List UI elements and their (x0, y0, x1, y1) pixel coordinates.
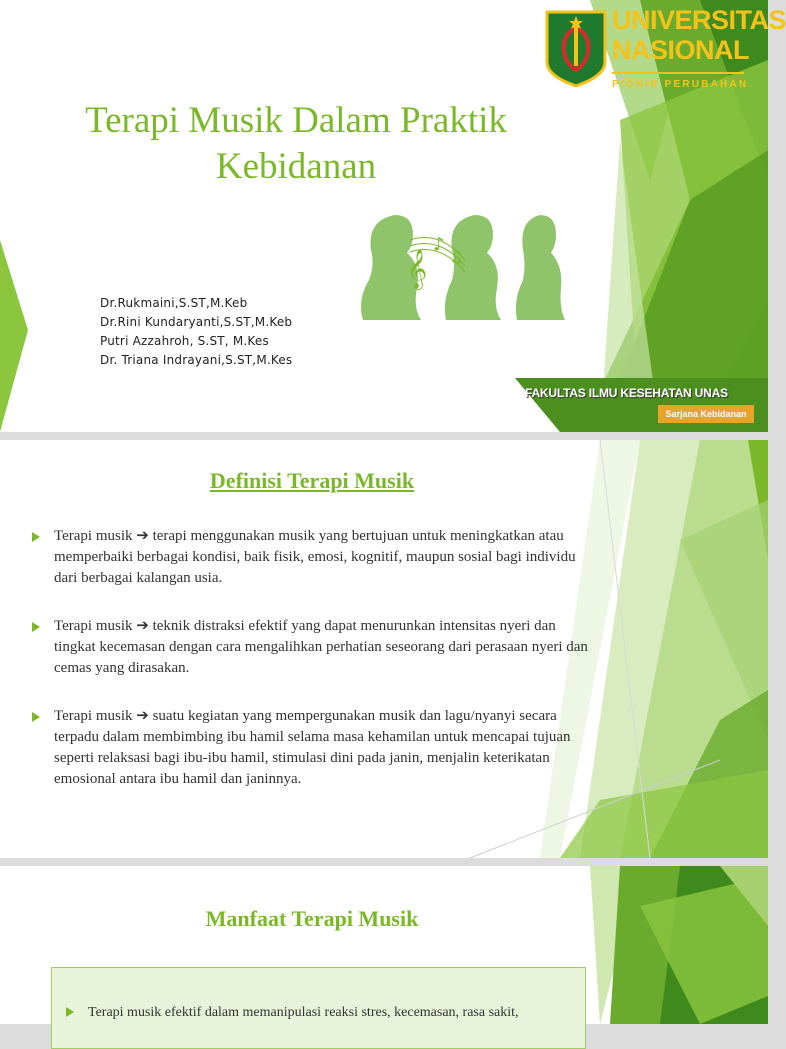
logo-divider (612, 72, 744, 74)
author-name: Dr.Rukmaini,S.ST,M.Keb (100, 296, 248, 310)
university-name-line2: NASIONAL (612, 35, 749, 65)
author-name: Dr. Triana Indrayani,S.ST,M.Kes (100, 353, 293, 367)
definition-slide (0, 440, 768, 858)
list-item (32, 706, 592, 790)
university-shield-logo (545, 10, 607, 88)
faculty-label: FAKULTAS ILMU KESEHATAN UNAS (525, 386, 728, 400)
svg-text:𝄞: 𝄞 (407, 249, 428, 289)
bullet-text: Terapi musik efektif dalam memanipulasi reaksi stres, kecemasan, rasa sakit, (88, 1005, 519, 1020)
bullet-text: Terapi musik ➔ teknik distraksi efektif yang dapat menurunkan intensitas nyeri dan tingkat kecemasan dengan cara mengalihkan perhatian seseorang dari perasaan nyeri dan cemas yang dirasakan. (54, 618, 588, 676)
list-item (66, 1002, 519, 1023)
author-name: Dr.Rini Kundaryanti,S.ST,M.Keb (100, 315, 293, 329)
benefit-slide (0, 866, 768, 1024)
university-tagline: PIONIR PERUBAHAN (612, 79, 749, 90)
bullet-text: Terapi musik ➔ suatu kegiatan yang mempergunakan musik dan lagu/nyanyi secara terpadu dalam membimbing ibu hamil selama masa kehamilan untuk mencapai tujuan seperti relaksasi bagi ibu-ibu hamil, stimulasi dini pada janin, menjalin keterikatan emosional antara ibu hamil dan janinnya. (54, 708, 571, 787)
author-name: Putri Azzahroh, S.ST, M.Kes (100, 334, 269, 348)
bullet-arrow-icon (32, 532, 40, 542)
pregnant-silhouettes-image (355, 210, 570, 320)
program-badge: Sarjana Kebidanan (658, 405, 754, 423)
list-item (32, 526, 592, 589)
bullet-arrow-icon (66, 1007, 74, 1017)
university-name-line1: UNIVERSITAS (612, 5, 786, 35)
content-box (51, 967, 586, 1049)
svg-text:♫: ♫ (449, 247, 464, 266)
bullet-list (32, 526, 592, 817)
bullet-arrow-icon (32, 712, 40, 722)
list-item (32, 616, 592, 679)
svg-text:♪: ♪ (433, 234, 445, 255)
slide-title: Definisi Terapi Musik (209, 468, 415, 493)
author-list (100, 294, 292, 370)
slide-title: Terapi Musik Dalam Praktik Kebidanan (85, 100, 507, 187)
bullet-text: Terapi musik ➔ terapi menggunakan musik yang bertujuan untuk meningkatkan atau memperbaiki berbagai kondisi, baik fisik, emosi, kognitif, maupun sosial bagi individu dari berbagai kalangan usia. (54, 528, 576, 586)
slide-title: Manfaat Terapi Musik (205, 906, 419, 931)
title-slide (0, 0, 786, 432)
bullet-arrow-icon (32, 622, 40, 632)
